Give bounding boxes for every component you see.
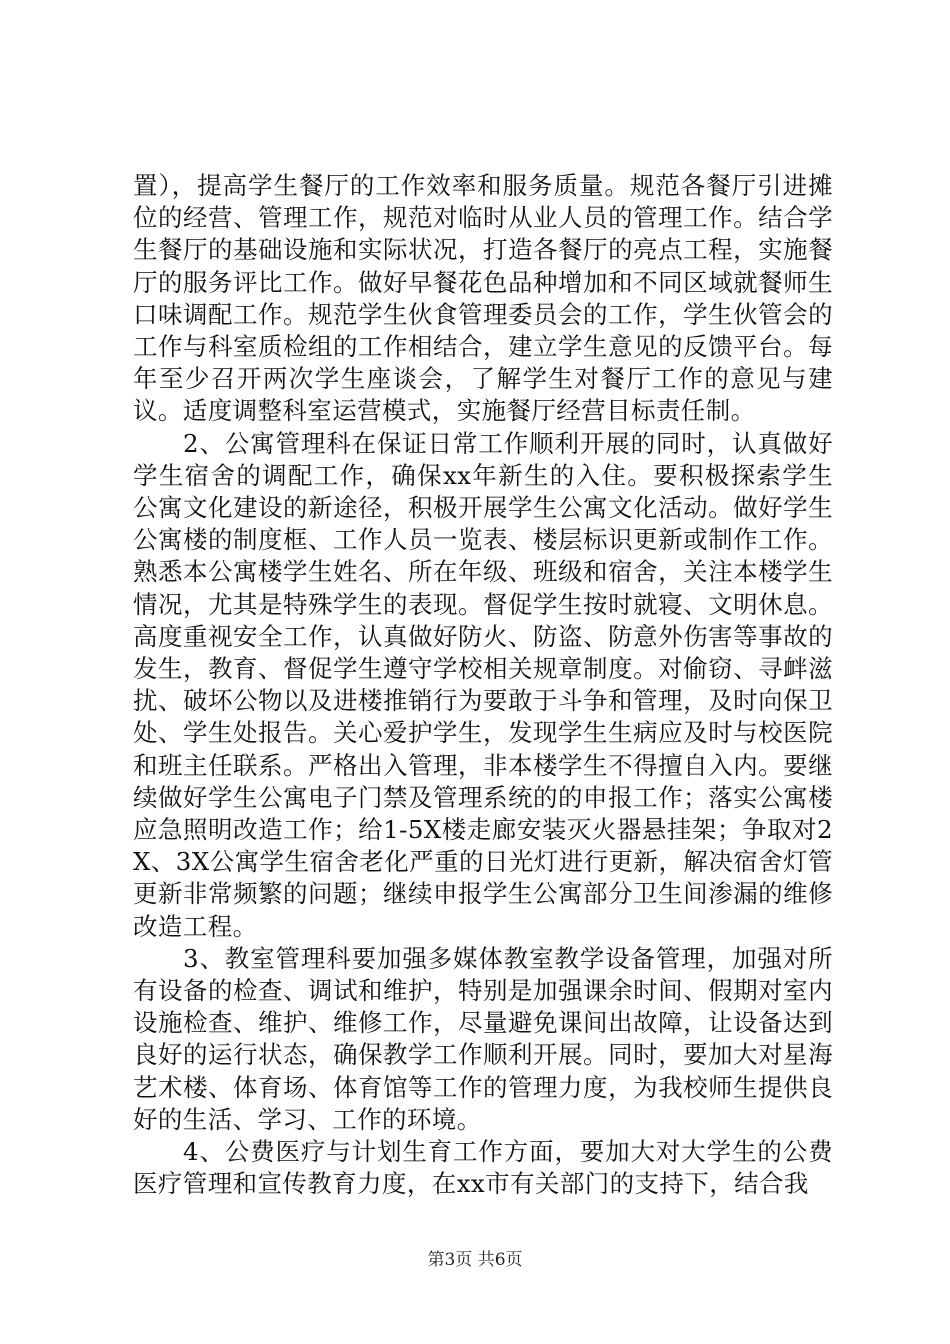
document-body bbox=[133, 170, 833, 1201]
paragraph-medical-care: 4、公费医疗与计划生育工作方面，要加大对大学生的公费医疗管理和宣传教育力度，在xx市有关部门的支持下，结合我 bbox=[133, 1137, 833, 1199]
paragraph-classroom-management: 3、教室管理科要加强多媒体教室教学设备管理，加强对所有设备的检查、调试和维护，特别是加强课余时间、假期对室内设施检查、维护、维修工作，尽量避免课间出故障，让设备达到良好的运行状态，确保教学工作顺利开展。同时，要加大对星海艺术楼、体育场、体育馆等工作的管理力度，为我校师生提供良好的生活、学习、工作的环境。 bbox=[133, 943, 833, 1134]
page-number-footer: 第3页 共6页 bbox=[427, 1250, 523, 1270]
paragraph-apartment-management: 2、公寓管理科在保证日常工作顺利开展的同时，认真做好学生宿舍的调配工作，确保xx年新生的入住。要积极探索学生公寓文化建设的新途径，积极开展学生公寓文化活动。做好学生公寓楼的制度框、工作人员一览表、楼层标识更新或制作工作。熟悉本公寓楼学生姓名、所在年级、班级和宿舍，关注本楼学生情况，尤其是特殊学生的表现。督促学生按时就寝、文明休息。高度重视安全工作，认真做好防火、防盗、防意外伤害等事故的发生，教育、督促学生遵守学校相关规章制度。对偷窃、寻衅滋扰、破坏公物以及进楼推销行为要敢于斗争和管理，及时向保卫处、学生处报告。关心爱护学生，发现学生生病应及时与校医院和班主任联系。严格出入管理，非本楼学生不得擅自入内。要继续做好学生公寓电子门禁及管理系统的的申报工作；落实公寓楼应急照明改造工作；给1-5X楼走廊安装灭火器悬挂架；争取对2X、3X公寓学生宿舍老化严重的日光灯进行更新，解决宿舍灯管更新非常频繁的问题；继续申报学生公寓部分卫生间渗漏的维修改造工程。 bbox=[133, 428, 833, 941]
paragraph-canteen-continued: 置），提高学生餐厅的工作效率和服务质量。规范各餐厅引进摊位的经营、管理工作，规范对临时从业人员的管理工作。结合学生餐厅的基础设施和实际状况，打造各餐厅的亮点工程，实施餐厅的服务评比工作。做好早餐花色品种增加和不同区域就餐师生口味调配工作。规范学生伙食管理委员会的工作，学生伙管会的工作与科室质检组的工作相结合，建立学生意见的反馈平台。每年至少召开两次学生座谈会，了解学生对餐厅工作的意见与建议。适度调整科室运营模式，实施餐厅经营目标责任制。 bbox=[133, 171, 833, 426]
